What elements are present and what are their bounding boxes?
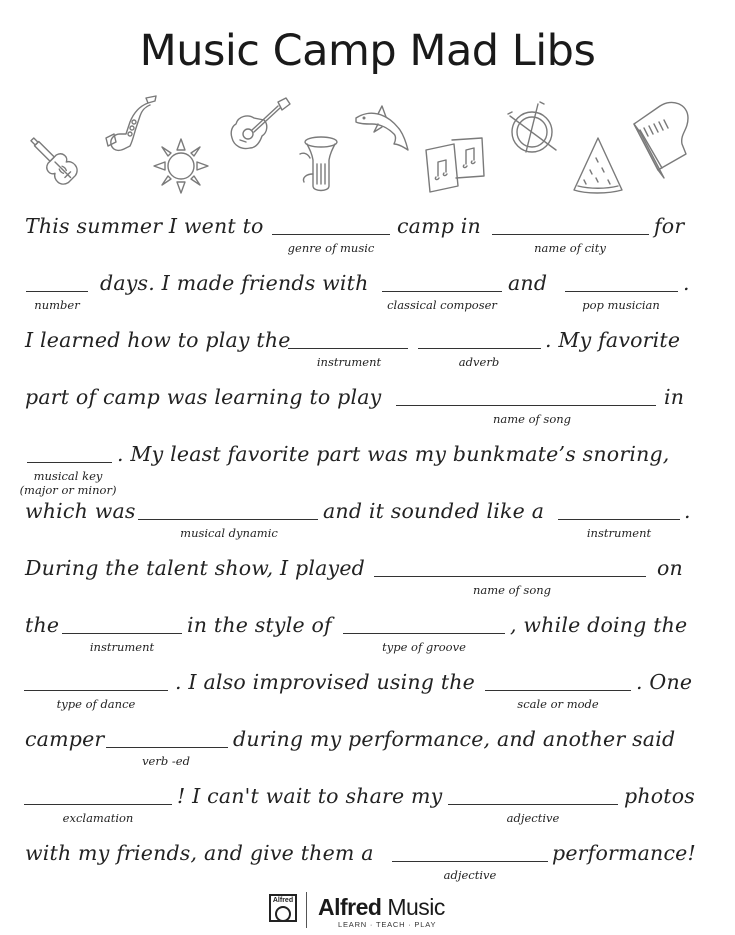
story-text: photos: [624, 784, 695, 808]
drum-icon: [504, 100, 562, 158]
violin-icon: [22, 128, 88, 196]
story-text: This summer I went to: [25, 214, 264, 238]
blank-adjective[interactable]: [448, 804, 618, 805]
alfred-logo: [269, 894, 297, 922]
blank-hint: instrument: [316, 355, 382, 369]
blank-genre-of-music[interactable]: [272, 234, 390, 235]
story-text: ! I can't wait to share my: [177, 784, 443, 808]
blank-type-of-dance[interactable]: [24, 690, 168, 691]
story-text: in: [664, 385, 685, 409]
dolphin-icon: [352, 104, 412, 154]
blank-pop-musician[interactable]: [565, 291, 678, 292]
story-line-8: [0, 613, 735, 673]
blank-hint: scale or mode: [517, 697, 599, 711]
story-text: during my performance, and another said: [233, 727, 676, 751]
story-text: in the style of: [187, 613, 332, 637]
blank-hint: verb -ed: [142, 754, 190, 768]
blank-adjective[interactable]: [392, 861, 548, 862]
blank-name-of-song[interactable]: [396, 405, 656, 406]
story-line-3: [0, 328, 735, 388]
blank-adverb[interactable]: [418, 348, 541, 349]
blank-hint: musical key: [33, 469, 103, 483]
logo-divider: [306, 892, 307, 928]
blank-hint: type of groove: [382, 640, 466, 654]
blank-instrument[interactable]: [62, 633, 182, 634]
story-text: the: [25, 613, 60, 637]
story-text: .: [683, 271, 690, 295]
tuba-icon: [298, 134, 344, 198]
blank-number[interactable]: [26, 291, 88, 292]
story-text: part of camp was learning to play: [25, 385, 382, 409]
story-line-2: [0, 271, 735, 331]
blank-instrument[interactable]: [288, 348, 408, 349]
brand-tagline: LEARN · TEACH · PLAY: [338, 920, 437, 929]
story-line-11: [0, 784, 735, 844]
blank-instrument[interactable]: [558, 519, 680, 520]
piano-icon: [628, 100, 694, 184]
story-line-7: [0, 556, 735, 616]
story-text: camp in: [397, 214, 481, 238]
story-line-4: [0, 385, 735, 445]
story-text: for: [654, 214, 685, 238]
blank-type-of-groove[interactable]: [343, 633, 505, 634]
blank-hint: musical dynamic: [180, 526, 278, 540]
story-text: During the talent show, I played: [25, 556, 365, 580]
blank-name-of-city[interactable]: [492, 234, 649, 235]
blank-hint: (major or minor): [19, 483, 117, 497]
blank-hint: adjective: [506, 811, 560, 825]
story-text: .: [684, 499, 691, 523]
blank-name-of-song[interactable]: [374, 576, 646, 577]
blank-hint: name of city: [534, 241, 606, 255]
sheet-music-icon: [424, 136, 486, 196]
story-text: and it sounded like a: [323, 499, 545, 523]
blank-musical-key[interactable]: [27, 462, 112, 463]
blank-hint: instrument: [586, 526, 652, 540]
blank-hint: genre of music: [287, 241, 375, 255]
blank-hint: adjective: [443, 868, 497, 882]
story-text: , while doing the: [510, 613, 688, 637]
story-text: . I also improvised using the: [175, 670, 475, 694]
story-text: camper: [25, 727, 105, 751]
watermelon-icon: [570, 134, 626, 196]
brand-name-rest: Music: [381, 894, 445, 920]
story-text: I learned how to play the: [25, 328, 291, 352]
blank-musical-dynamic[interactable]: [138, 519, 318, 520]
blank-exclamation[interactable]: [24, 804, 172, 805]
story-text: with my friends, and give them a: [25, 841, 374, 865]
logo-emblem: [275, 906, 291, 922]
story-text: days. I made friends with: [100, 271, 369, 295]
page-title: Music Camp Mad Libs: [139, 26, 596, 76]
story-line-9: [0, 670, 735, 730]
blank-hint: exclamation: [62, 811, 134, 825]
brand-name-bold: Alfred: [318, 894, 382, 920]
story-line-1: [0, 214, 735, 274]
story-text: which was: [25, 499, 136, 523]
blank-hint: name of song: [472, 583, 552, 597]
guitar-icon: [226, 96, 292, 158]
story-line-5: [0, 442, 735, 502]
blank-scale-or-mode[interactable]: [485, 690, 631, 691]
icon-row: [0, 0, 735, 210]
blank-hint: pop musician: [582, 298, 660, 312]
blank-hint: classical composer: [387, 298, 497, 312]
logo-text: Alfred: [272, 897, 294, 904]
blank-verb-ed[interactable]: [106, 747, 228, 748]
blank-hint: name of song: [492, 412, 572, 426]
blank-hint: adverb: [458, 355, 500, 369]
story-text: on: [657, 556, 683, 580]
story-text: . One: [636, 670, 693, 694]
saxophone-icon: [100, 94, 160, 156]
blank-hint: number: [34, 298, 80, 312]
blank-classical-composer[interactable]: [382, 291, 502, 292]
brand-name: [318, 894, 445, 921]
footer: [0, 880, 735, 930]
blank-hint: type of dance: [56, 697, 136, 711]
story-text: . My least favorite part was my bunkmate’s snoring,: [117, 442, 670, 466]
story-line-6: [0, 499, 735, 559]
sun-icon: [152, 137, 210, 195]
story-line-10: [0, 727, 735, 787]
blank-hint: instrument: [89, 640, 155, 654]
story-text: . My favorite: [545, 328, 681, 352]
story-text: and: [508, 271, 548, 295]
story-text: performance!: [552, 841, 696, 865]
